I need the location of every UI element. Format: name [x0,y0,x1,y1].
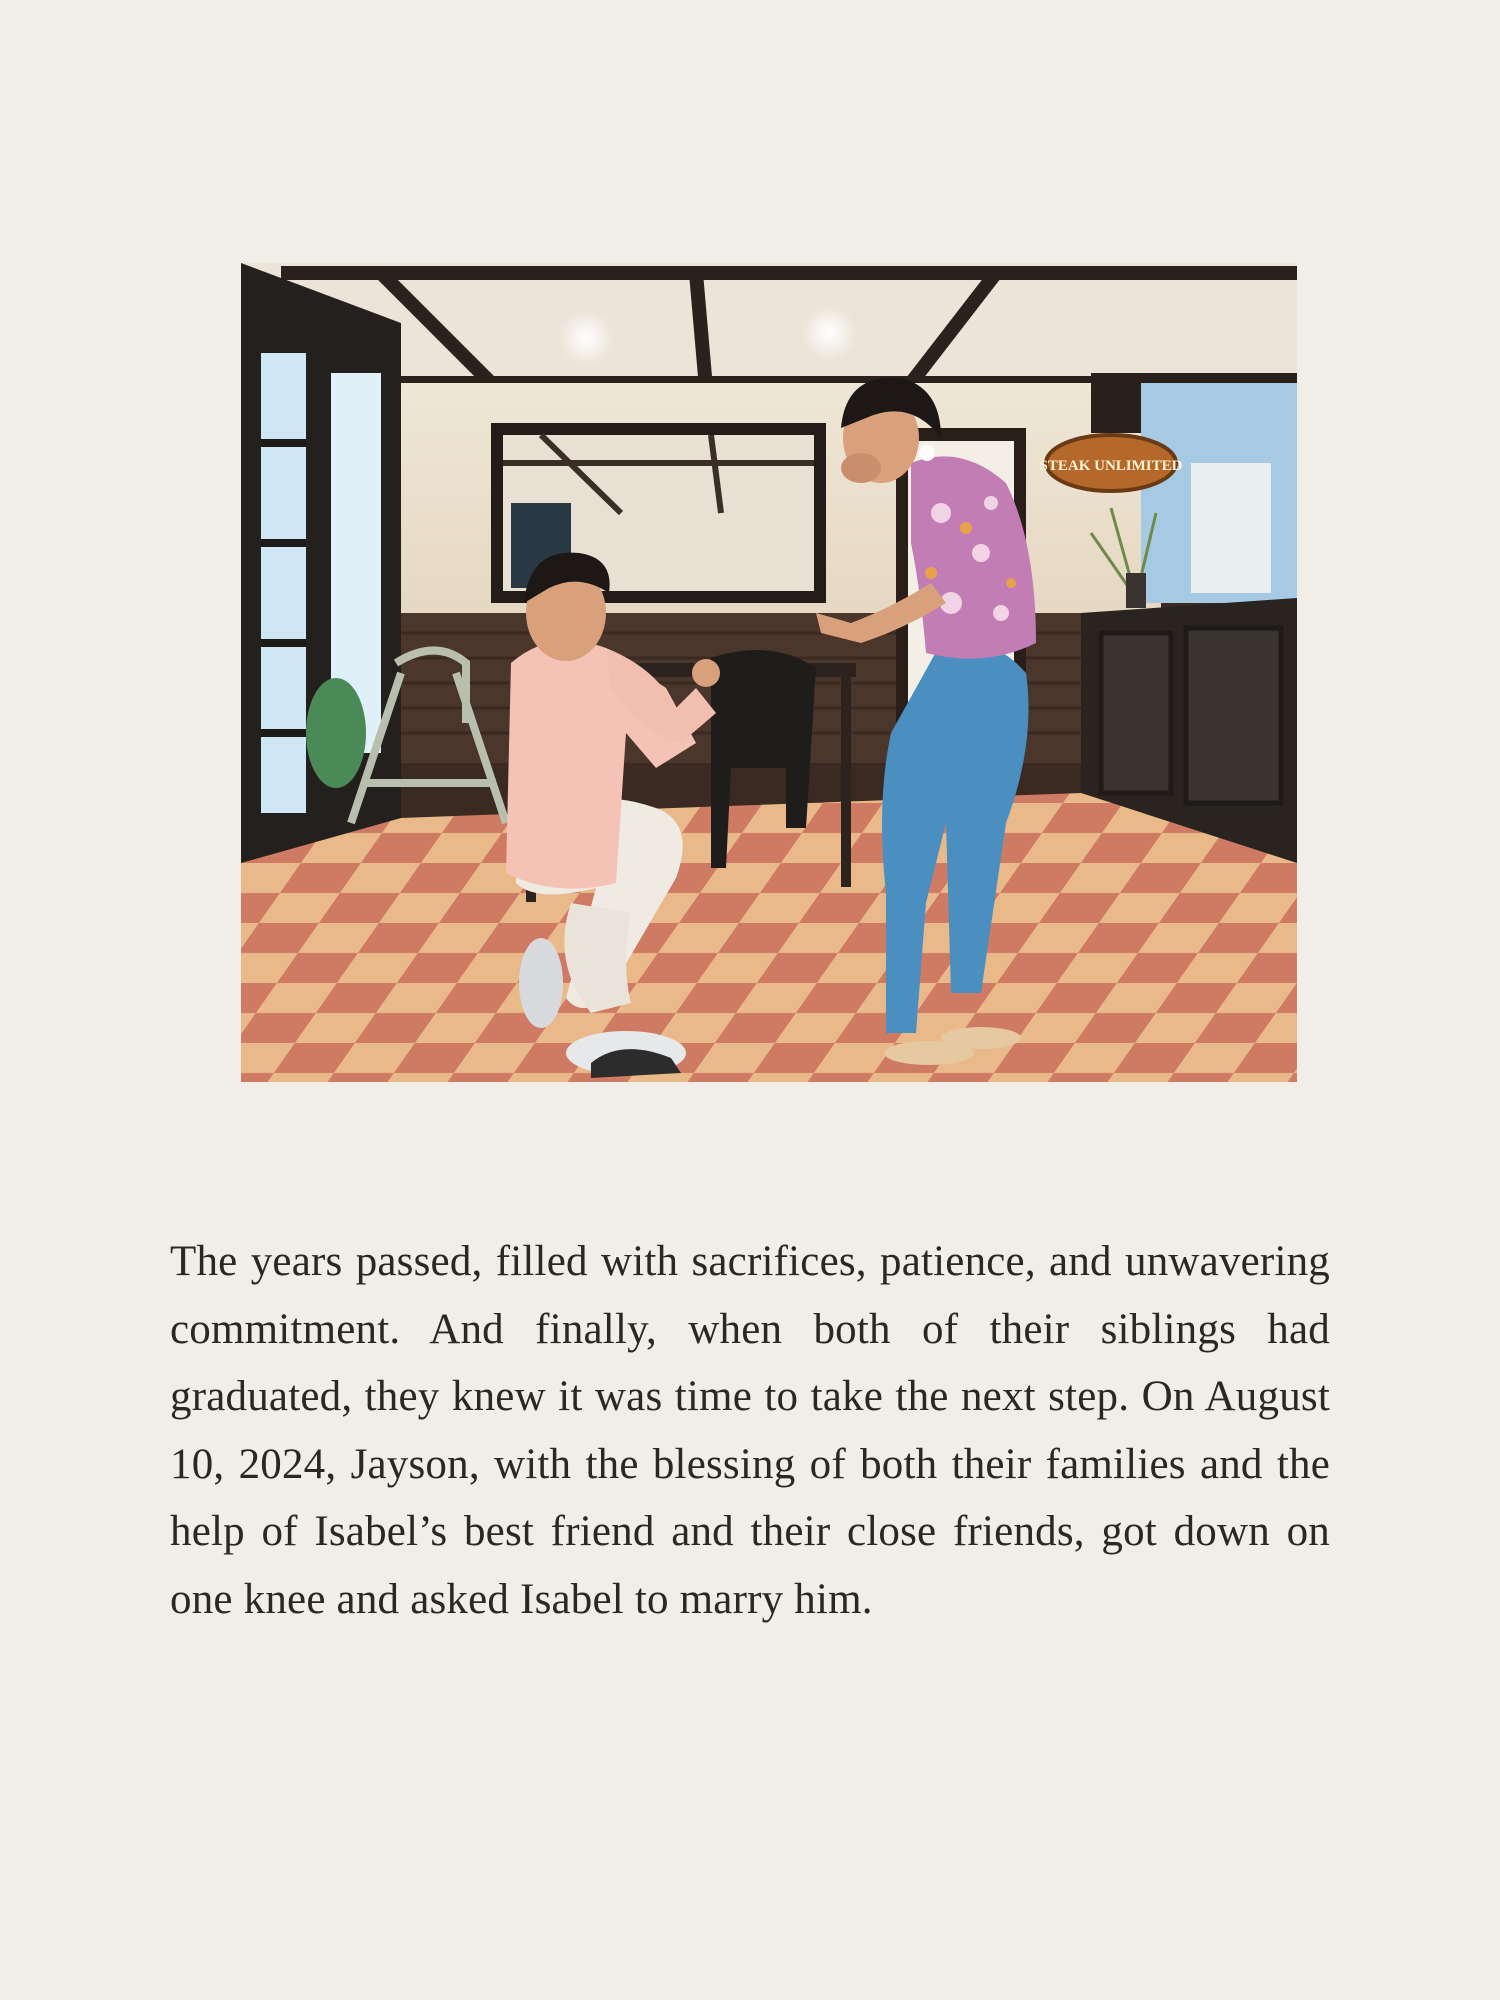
story-paragraph: The years passed, filled with sacrifices, patience, and unwavering commitment. And finally, when both of their siblings had graduated, they knew it was time to take the next step. On August 10, 2024, Jayson, with the blessing of both their families and the help of Isabel’s best friend and their close friends, got down on one knee and asked Isabel to marry him. [170,1238,1330,1623]
restaurant-sign: STEAK UNLIMITED [1039,458,1183,474]
proposal-photo [241,263,1297,1082]
